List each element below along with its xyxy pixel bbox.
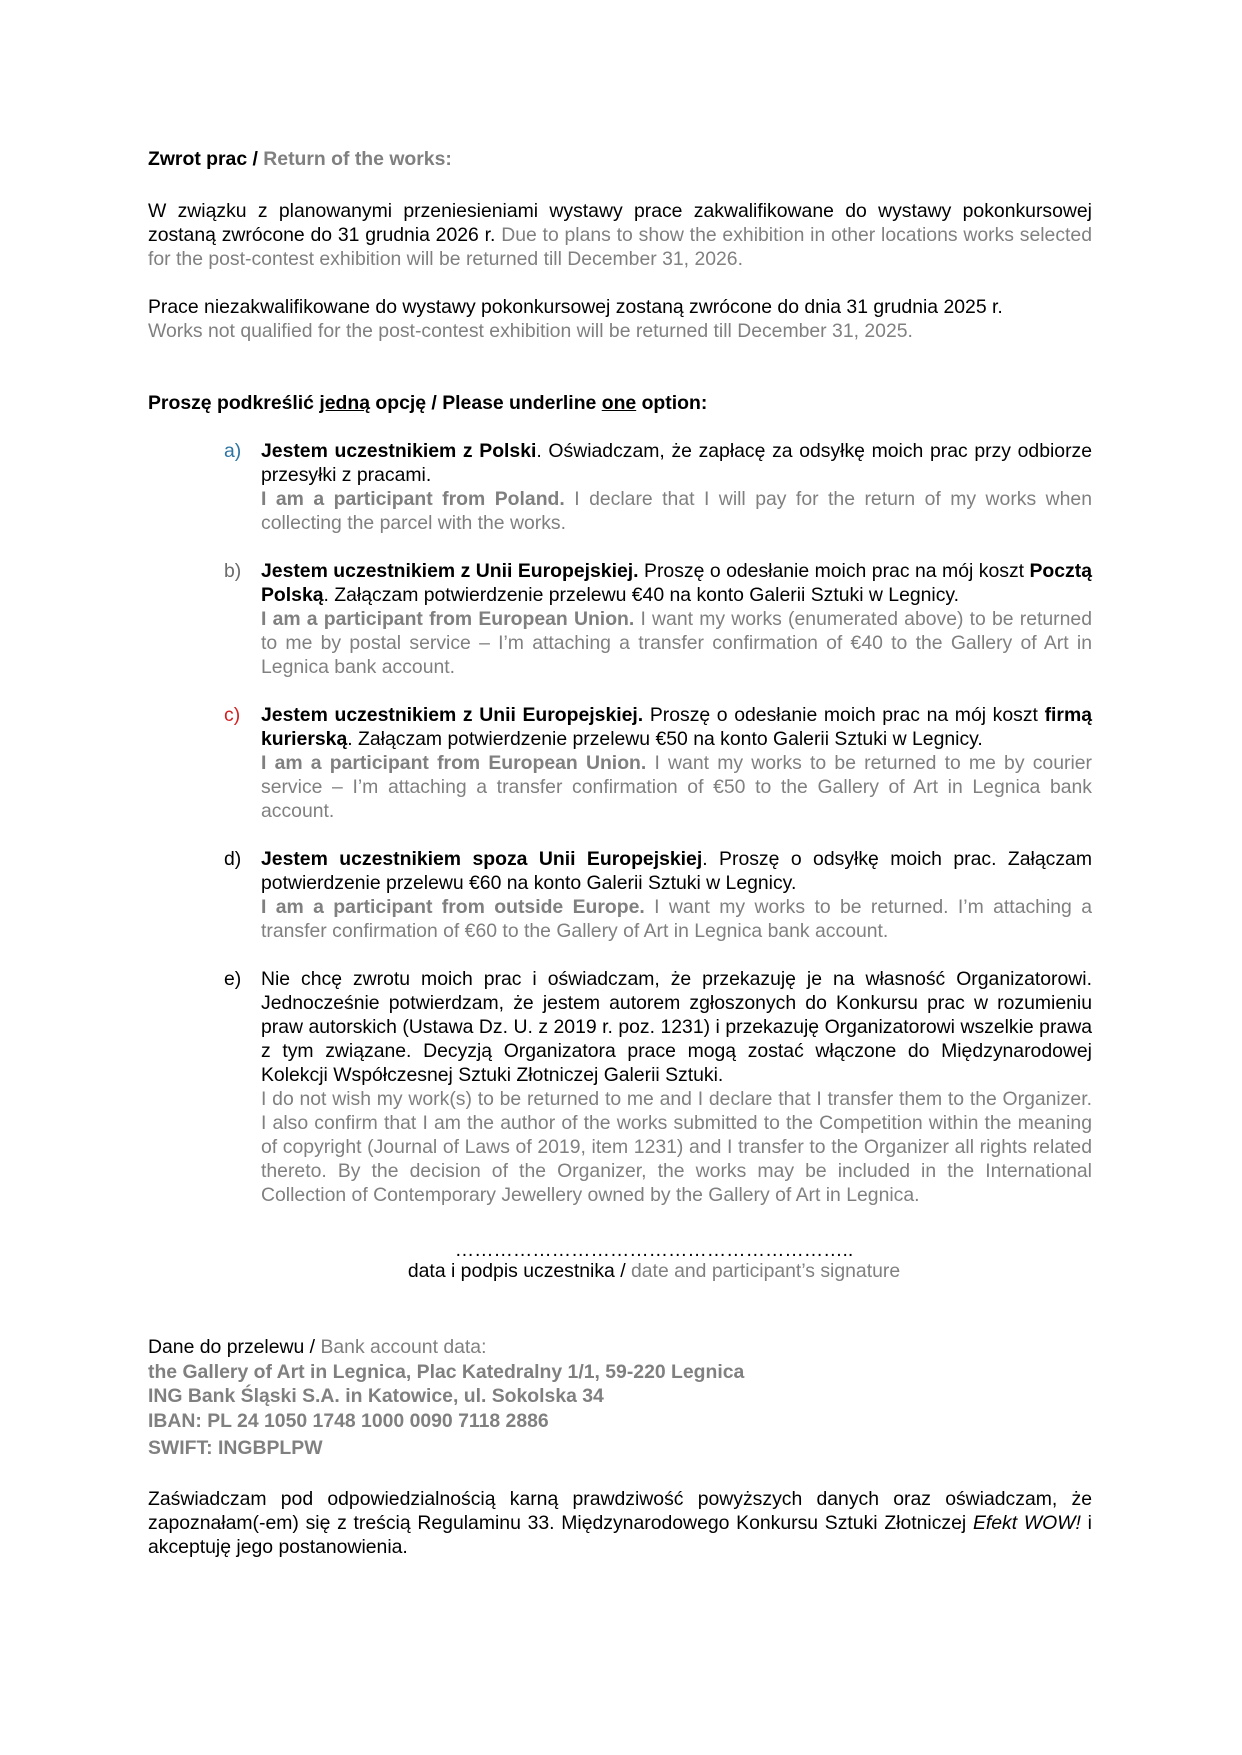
option-d-pl-bold: Jestem uczestnikiem spoza Unii Europejskiej	[261, 848, 703, 870]
choose-underlined-en: one	[601, 392, 637, 414]
choose-text-3: option:	[636, 392, 708, 414]
option-c-pl-mid: Proszę o odesłanie moich prac na mój koszt	[643, 704, 1045, 726]
option-e-en-text: I do not wish my work(s) to be returned to me and I declare that I transfer them to the Organizer. I also confirm that I am the author of the works submitted to the Competition within the meaning of copyright (Journal of Laws of 2019, item 1231) and I transfer to the Organizer all rights related thereto. By the decision of the Organizer, the works may be included in the International Collection of Contemporary Jewellery owned by the Gallery of Art in Legnica.	[261, 1088, 1092, 1206]
signature-label	[216, 1259, 1092, 1283]
option-b-pl-text: . Załączam potwierdzenie przelewu €40 na konto Galerii Sztuki w Legnicy.	[323, 584, 960, 606]
choose-text-2: opcję / Please underline	[370, 392, 602, 414]
option-d[interactable]	[148, 847, 1092, 943]
option-e-pl-text: Nie chcę zwrotu moich prac i oświadczam, że przekazuję je na własność Organizatorowi. Jednocześnie potwierdzam, że jestem autorem zgłoszonych do Konkursu prac w rozumieniu praw autorskich (Ustawa Dz. U. z 2019 r. poz. 1231) i przekazuję Organizatorowi wszelkie prawa z tym związane. Decyzją Organizatora prace mogą zostać włączone do Międzynarodowej Kolekcji Współczesnej Sztuki Złotniczej Galerii Sztuki.	[261, 968, 1092, 1086]
option-c[interactable]	[148, 703, 1092, 823]
declaration-competition-name: Efekt WOW!	[972, 1511, 1081, 1534]
return-heading	[148, 147, 1092, 171]
return-paragraph-2	[148, 295, 1092, 343]
option-a-pl-bold: Jestem uczestnikiem z Polski	[261, 440, 537, 462]
return-paragraph-1-pl: W związku z planowanymi przeniesieniami wystawy prace zakwalifikowane do wystawy pokonkursowej zostaną zwrócone do 31 grudnia 2026 r.	[148, 200, 1092, 246]
bank-label-pl: Dane do przelewu /	[148, 1336, 321, 1358]
option-b-en-text: I want my works (enumerated above) to be returned to me by postal service – I’m attaching a transfer confirmation of €40 to the Gallery of Art in Legnica bank account.	[261, 608, 1092, 678]
option-d-en-text: I want my works to be returned. I’m attaching a transfer confirmation of €60 to the Gallery of Art in Legnica bank account.	[261, 896, 1092, 942]
bank-recipient: the Gallery of Art in Legnica, Plac Katedralny 1/1, 59-220 Legnica	[148, 1360, 745, 1383]
signature-label-en: date and participant’s signature	[630, 1260, 901, 1282]
choose-text-1: Proszę podkreślić	[148, 392, 320, 414]
option-c-en-bold: I am a participant from European Union.	[261, 752, 647, 774]
return-paragraph-1	[148, 199, 1092, 271]
option-a-en-bold: I am a participant from Poland.	[261, 488, 565, 510]
option-d-en-bold: I am a participant from outside Europe.	[261, 896, 645, 918]
return-heading-en: Return of the works:	[263, 148, 452, 170]
option-d-marker: d)	[224, 848, 242, 870]
return-paragraph-2-pl: Prace niezakwalifikowane do wystawy pokonkursowej zostaną zwrócone do dnia 31 grudnia 2025 r.	[148, 296, 1003, 318]
option-e-marker: e)	[224, 968, 242, 990]
option-c-marker: c)	[224, 704, 241, 726]
declaration-tail: i akceptuję jego postanowienia.	[148, 1511, 1092, 1558]
option-b-pl-mid: Proszę o odesłanie moich prac na mój koszt	[638, 560, 1030, 582]
declaration-text: Zaświadczam pod odpowiedzialnością karną prawdziwość powyższych danych oraz oświadczam, że zapoznałam(-em) się z treścią Regulaminu 33. Międzynarodowego Konkursu Sztuki Złotniczej	[148, 1487, 1092, 1534]
bank-label-en: Bank account data:	[320, 1336, 487, 1358]
option-a[interactable]	[148, 439, 1092, 535]
signature-block	[148, 1241, 1092, 1283]
bank-name: ING Bank Śląski S.A. in Katowice, ul. Sokolska 34	[148, 1385, 604, 1407]
option-c-pl-bold2: firmą kurierską	[261, 704, 1092, 750]
option-b-marker: b)	[224, 560, 242, 582]
option-c-pl-bold: Jestem uczestnikiem z Unii Europejskiej.	[261, 704, 644, 726]
bank-iban: IBAN: PL 24 1050 1748 1000 0090 7118 2886	[148, 1409, 549, 1432]
option-e[interactable]	[148, 967, 1092, 1207]
option-c-pl-text: . Załączam potwierdzenie przelewu €50 na konto Galerii Sztuki w Legnicy.	[347, 728, 983, 750]
option-b-pl-bold2: Pocztą Polską	[261, 560, 1092, 606]
return-options-list	[148, 439, 1092, 1207]
signature-label-pl: data i podpis uczestnika /	[407, 1260, 631, 1282]
signature-line[interactable]: ……………………………………………………..	[454, 1239, 854, 1261]
option-d-pl-text: . Proszę o odsyłkę moich prac. Załączam potwierdzenie przelewu €60 na konto Galerii Sztuki w Legnicy.	[261, 848, 1092, 894]
choose-underlined-pl: jedną	[319, 392, 371, 414]
option-a-en-text: I declare that I will pay for the return of my works when collecting the parcel with the works.	[261, 488, 1092, 534]
option-a-marker: a)	[224, 440, 242, 462]
document-content	[148, 147, 1092, 1559]
option-a-pl-text: . Oświadczam, że zapłacę za odsyłkę moich prac przy odbiorze przesyłki z pracami.	[261, 440, 1093, 486]
option-c-en-text: I want my works to be returned to me by courier service – I’m attaching a transfer confirmation of €50 to the Gallery of Art in Legnica bank account.	[261, 752, 1092, 822]
return-paragraph-2-en: Works not qualified for the post-contest exhibition will be returned till December 31, 2025.	[148, 320, 913, 342]
return-paragraph-1-en: Due to plans to show the exhibition in other locations works selected for the post-contest exhibition will be returned till December 31, 2026.	[148, 224, 1092, 270]
option-b-pl-bold: Jestem uczestnikiem z Unii Europejskiej.	[261, 560, 639, 582]
return-heading-pl: Zwrot prac /	[148, 148, 258, 170]
option-b-en-bold: I am a participant from European Union.	[261, 608, 635, 630]
declaration-paragraph	[148, 1487, 1092, 1559]
bank-swift: SWIFT: INGBPLPW	[148, 1437, 323, 1459]
choose-option-instruction	[148, 391, 1092, 415]
bank-account-label	[148, 1335, 1092, 1360]
bank-account-block	[148, 1335, 1092, 1461]
option-b[interactable]	[148, 559, 1092, 679]
